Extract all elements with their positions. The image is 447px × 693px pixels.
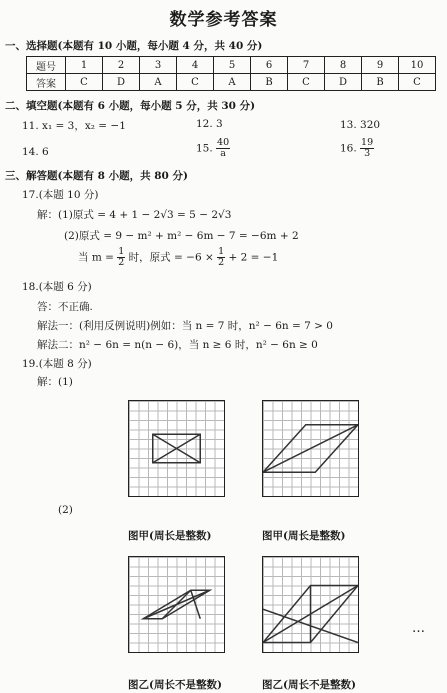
figure-caption-4: 图乙(周长不是整数) bbox=[262, 679, 356, 691]
answer-15-prefix: 15. bbox=[196, 142, 213, 155]
answer-11: 11. x₁ = 3，x₂ = −1 bbox=[22, 120, 126, 132]
fraction-numerator: 1 bbox=[218, 246, 225, 257]
quadrilateral-figure bbox=[263, 557, 358, 652]
section-2-heading: 二、填空题(本题有 6 小题，每小题 5 分，共 30 分) bbox=[5, 100, 256, 112]
answer-16 bbox=[340, 138, 374, 159]
fraction-numerator: 1 bbox=[118, 246, 125, 257]
answer-table bbox=[26, 56, 436, 91]
table-cell: 5 bbox=[214, 57, 251, 74]
table-cell: 6 bbox=[251, 57, 288, 74]
q17-heading: 17.(本题 10 分) bbox=[22, 189, 99, 201]
q18-line-1: 答：不正确. bbox=[37, 301, 93, 313]
answer-14: 14. 6 bbox=[22, 146, 49, 158]
table-cell: C bbox=[177, 74, 214, 91]
parallelogram-figure bbox=[263, 401, 358, 496]
table-row bbox=[27, 74, 436, 91]
fraction bbox=[216, 138, 230, 159]
table-header-cell: 题号 bbox=[27, 57, 66, 74]
table-cell: 10 bbox=[399, 57, 436, 74]
table-cell: 8 bbox=[325, 57, 362, 74]
q17-line-3-a: 当 m = bbox=[78, 251, 114, 264]
q17-line-3-b: 时，原式 = −6 × bbox=[128, 251, 214, 264]
fraction-denominator: 2 bbox=[218, 257, 225, 268]
q19-heading: 19.(本题 8 分) bbox=[22, 358, 92, 370]
q18-heading: 18.(本题 6 分) bbox=[22, 281, 92, 293]
table-cell: A bbox=[140, 74, 177, 91]
table-header-cell: 答案 bbox=[27, 74, 66, 91]
fraction-denominator: 2 bbox=[118, 257, 125, 268]
table-cell: C bbox=[399, 74, 436, 91]
q17-line-1: 解：(1)原式 = 4 + 1 − 2√3 = 5 − 2√3 bbox=[37, 209, 232, 221]
grid-figure-1 bbox=[128, 400, 225, 497]
answer-13: 13. 320 bbox=[340, 119, 381, 131]
grid-figure-3 bbox=[128, 556, 225, 653]
table-cell: D bbox=[325, 74, 362, 91]
grid-figure-4 bbox=[262, 556, 359, 653]
answer-15 bbox=[196, 138, 230, 159]
q18-line-2: 解法一：(利用反例说明)例如：当 n = 7 时，n² − 6n = 7 > 0 bbox=[37, 320, 333, 332]
fraction bbox=[360, 138, 374, 159]
q17-line-2: (2)原式 = 9 − m² + m² − 6m − 7 = −6m + 2 bbox=[64, 230, 299, 242]
grid-figure-2 bbox=[262, 400, 359, 497]
q19-line-2: (2) bbox=[58, 504, 73, 516]
table-cell: D bbox=[103, 74, 140, 91]
section-3-heading: 三、解答题(本题有 8 小题，共 80 分) bbox=[5, 170, 188, 182]
answer-12: 12. 3 bbox=[196, 118, 223, 130]
figure-caption-1: 图甲(周长是整数) bbox=[128, 530, 212, 542]
answer-16-prefix: 16. bbox=[340, 142, 357, 155]
q19-line-1: 解：(1) bbox=[37, 376, 73, 388]
fraction-denominator: a bbox=[220, 148, 226, 159]
table-cell: C bbox=[66, 74, 103, 91]
table-cell: C bbox=[288, 74, 325, 91]
table-cell: 4 bbox=[177, 57, 214, 74]
table-cell: 7 bbox=[288, 57, 325, 74]
page-title: 数学参考答案 bbox=[169, 10, 278, 30]
fraction-numerator: 19 bbox=[361, 137, 374, 148]
fraction bbox=[217, 247, 225, 268]
figure-caption-3: 图乙(周长不是整数) bbox=[128, 679, 222, 691]
q17-line-3 bbox=[78, 247, 278, 268]
table-cell: 1 bbox=[66, 57, 103, 74]
fraction-denominator: 3 bbox=[364, 148, 371, 159]
table-cell: 9 bbox=[362, 57, 399, 74]
fraction-numerator: 40 bbox=[217, 137, 230, 148]
rectangle-figure bbox=[129, 401, 224, 496]
ellipsis: … bbox=[412, 621, 425, 636]
rhombus-figure bbox=[129, 557, 224, 652]
q17-line-3-c: + 2 = −1 bbox=[228, 251, 279, 264]
table-cell: A bbox=[214, 74, 251, 91]
section-1-heading: 一、选择题(本题有 10 小题，每小题 4 分，共 40 分) bbox=[5, 40, 263, 52]
table-row bbox=[27, 57, 436, 74]
table-cell: 2 bbox=[103, 57, 140, 74]
q18-line-3: 解法二：n² − 6n = n(n − 6)，当 n ≥ 6 时，n² − 6n ≥ 0 bbox=[37, 339, 318, 351]
table-cell: B bbox=[362, 74, 399, 91]
table-cell: B bbox=[251, 74, 288, 91]
figure-caption-2: 图甲(周长是整数) bbox=[262, 530, 346, 542]
table-cell: 3 bbox=[140, 57, 177, 74]
fraction bbox=[117, 247, 125, 268]
